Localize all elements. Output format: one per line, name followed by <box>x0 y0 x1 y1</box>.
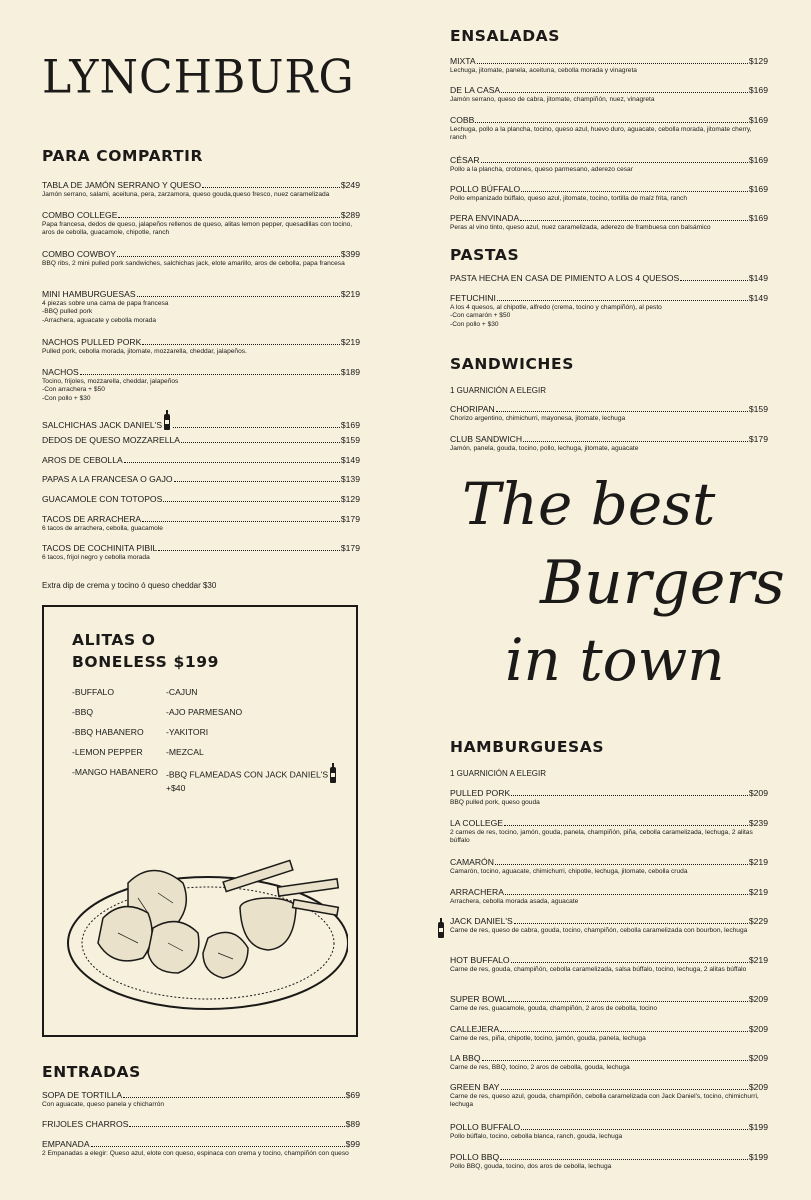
menu-item-price: $149 <box>748 293 768 303</box>
menu-item-name: COMBO COLLEGE <box>42 210 118 220</box>
wing-flavor-label: -CAJUN <box>166 687 198 697</box>
menu-item <box>42 249 360 268</box>
menu-item-price: $99 <box>345 1139 360 1149</box>
menu-item-description: BBQ pulled pork, queso gouda <box>450 799 540 806</box>
menu-item-name: CLUB SANDWICH <box>450 434 523 444</box>
menu-item-price: $229 <box>748 916 768 926</box>
menu-item-price: $209 <box>748 788 768 798</box>
dot-leader <box>520 219 748 221</box>
menu-item <box>450 1053 768 1072</box>
menu-item-price: $209 <box>748 1082 768 1092</box>
menu-item <box>450 85 768 104</box>
dot-leader <box>118 216 339 218</box>
menu-item-name: POLLO BBQ <box>450 1152 500 1162</box>
menu-item <box>450 916 768 935</box>
menu-item-price: $219 <box>340 337 360 347</box>
menu-item-name: CALLEJERA <box>450 1024 500 1034</box>
alitas-title-line1: ALITAS O <box>72 631 156 649</box>
wing-flavor-label: -YAKITORI <box>166 727 209 737</box>
alitas-title <box>72 629 219 673</box>
wing-flavor <box>166 767 356 793</box>
menu-item <box>42 210 360 238</box>
menu-item-name: JACK DANIEL'S <box>450 916 513 926</box>
menu-item-name: TABLA DE JAMÓN SERRANO Y QUESO <box>42 180 202 190</box>
dot-leader <box>680 279 748 281</box>
wing-flavor <box>72 687 114 697</box>
menu-item-name: LA BBQ <box>450 1053 481 1063</box>
alitas-box <box>42 605 358 1037</box>
menu-item-name: POLLO BUFFALO <box>450 1122 521 1132</box>
section-title-compartir: PARA COMPARTIR <box>42 147 204 165</box>
menu-item <box>450 56 768 75</box>
wing-flavor-label: -MEZCAL <box>166 747 204 757</box>
menu-item <box>450 788 768 807</box>
menu-item-price: $209 <box>748 1053 768 1063</box>
wing-flavor <box>166 707 242 717</box>
menu-item-name: PASTA HECHA EN CASA DE PIMIENTO A LOS 4 QUESOS <box>450 273 680 283</box>
menu-item <box>42 435 360 445</box>
menu-item <box>42 1090 360 1109</box>
menu-item-name: NACHOS <box>42 367 79 377</box>
menu-item-name: DE LA CASA <box>450 85 501 95</box>
menu-item <box>450 857 768 876</box>
menu-item <box>42 1119 360 1129</box>
menu-item-price: $159 <box>340 435 360 445</box>
menu-item <box>450 887 768 906</box>
menu-item-name: PAPAS A LA FRANCESA O GAJO <box>42 474 173 484</box>
dot-leader <box>508 1000 748 1002</box>
sandwiches-sub: 1 GUARNICIÓN A ELEGIR <box>450 386 547 395</box>
menu-item <box>42 1139 360 1158</box>
menu-item-description: Jamón serrano, queso de cabra, jitomate, champiñón, nuez, vinagreta <box>450 96 655 103</box>
menu-item <box>450 1152 768 1171</box>
menu-item-name: EMPANADA <box>42 1139 90 1149</box>
menu-item <box>450 994 768 1013</box>
menu-item-name: POLLO BÚFFALO <box>450 184 521 194</box>
dot-leader <box>501 91 748 93</box>
menu-item-name: PULLED PORK <box>450 788 511 798</box>
hamburguesas-sub: 1 GUARNICIÓN A ELEGIR <box>450 769 547 778</box>
section-title-sandwiches: SANDWICHES <box>450 355 574 373</box>
menu-item-description: Carne de res, queso de cabra, gouda, tocino, champiñón, cebolla caramelizada con bourbon, lechuga <box>450 927 748 934</box>
menu-item-price: $219 <box>748 955 768 965</box>
menu-item-description: 6 tacos, frijol negro y cebolla morada <box>42 554 150 561</box>
menu-item-name: MIXTA <box>450 56 476 66</box>
menu-item <box>450 1122 768 1141</box>
wing-flavor-extra-price: +$40 <box>166 783 186 793</box>
wing-flavor-label: -BBQ HABANERO <box>72 727 144 737</box>
menu-item-name: DEDOS DE QUESO MOZZARELLA <box>42 435 181 445</box>
menu-item-price: $149 <box>340 455 360 465</box>
menu-item-price: $169 <box>748 155 768 165</box>
section-title-hamburguesas: HAMBURGUESAS <box>450 738 605 756</box>
menu-item-name: AROS DE CEBOLLA <box>42 455 123 465</box>
menu-item-description: Lechuga, pollo a la plancha, tocino, queso azul, huevo duro, aguacate, cebolla morada, jitomate cherry, ranch <box>450 126 752 142</box>
dot-leader <box>521 1128 748 1130</box>
menu-item <box>450 1082 768 1110</box>
dot-leader <box>202 186 340 188</box>
dot-leader <box>129 1125 344 1127</box>
fry-2 <box>278 879 339 896</box>
dot-leader <box>117 255 340 257</box>
menu-item-price: $219 <box>340 289 360 299</box>
brand-logo: LYNCHBURG <box>42 50 355 105</box>
menu-item-price: $209 <box>748 1024 768 1034</box>
wing-2 <box>98 907 152 961</box>
menu-item-description: Pollo BBQ, gouda, tocino, dos aros de cebolla, lechuga <box>450 1163 612 1170</box>
wing-4 <box>203 932 248 978</box>
menu-item-description: Pollo búffalo, tocino, cebolla blanca, ranch, gouda, lechuga <box>450 1133 623 1140</box>
menu-item <box>450 184 768 203</box>
section-title-entradas: ENTRADAS <box>42 1063 141 1081</box>
menu-item <box>42 367 360 403</box>
dot-leader <box>163 500 340 502</box>
menu-item-name: HOT BUFFALO <box>450 955 510 965</box>
menu-item <box>450 818 768 846</box>
menu-item-price: $179 <box>340 514 360 524</box>
wing-flavor <box>72 707 93 717</box>
menu-item-price: $169 <box>748 115 768 125</box>
menu-item-name: COBB <box>450 115 475 125</box>
dot-leader <box>495 863 748 865</box>
menu-item <box>450 155 768 174</box>
fry-3 <box>293 900 339 916</box>
dot-leader <box>496 410 748 412</box>
jack-daniels-bottle-icon <box>330 767 336 783</box>
menu-item-name: ARRACHERA <box>450 887 504 897</box>
menu-item-name: CAMARÓN <box>450 857 494 867</box>
menu-item-price: $149 <box>748 273 768 283</box>
dot-leader <box>475 121 748 123</box>
dot-leader <box>123 1096 345 1098</box>
dot-leader <box>181 441 340 443</box>
menu-item-price: $199 <box>748 1122 768 1132</box>
menu-item-name: SOPA DE TORTILLA <box>42 1090 123 1100</box>
menu-item-description: A los 4 quesos, al chipotle, alfredo (crema, tocino y champiñón), al pesto -Con camarón + $50 -Con pollo + $30 <box>450 304 662 328</box>
menu-item-description: Peras al vino tinto, queso azul, nuez caramelizada, aderezo de frambuesa con balsámico <box>450 224 711 231</box>
wing-flavor-label: -BBQ <box>72 707 94 717</box>
script-line-1: The best <box>462 470 716 538</box>
menu-item-name: TACOS DE COCHINITA PIBIL <box>42 543 158 553</box>
menu-item-description: Jamón, panela, gouda, tocino, pollo, lechuga, jitomate, aguacate <box>450 445 639 452</box>
menu-item-description: 4 piezas sobre una cama de papa francesa -BBQ pulled pork -Arrachera, aguacate y cebolla morada <box>42 300 169 324</box>
menu-item-price: $129 <box>748 56 768 66</box>
dot-leader <box>511 961 748 963</box>
menu-item-name: COMBO COWBOY <box>42 249 117 259</box>
wing-flavor <box>72 747 143 757</box>
menu-item-price: $199 <box>748 1152 768 1162</box>
menu-item <box>42 514 360 533</box>
menu-item <box>42 414 360 430</box>
jack-daniels-bottle-icon <box>438 922 444 938</box>
script-line-3: in town <box>505 626 725 694</box>
menu-item-price: $289 <box>340 210 360 220</box>
dot-leader <box>505 893 748 895</box>
menu-item-price: $179 <box>340 543 360 553</box>
wing-3 <box>148 922 199 973</box>
menu-item-price: $249 <box>340 180 360 190</box>
dot-leader <box>497 299 748 301</box>
wing-flavor <box>72 767 158 777</box>
menu-item-description: Carne de res, queso azul, gouda, champiñón, cebolla caramelizada con Jack Daniel's, tocino, chimichurri, lechuga <box>450 1093 759 1109</box>
menu-item <box>450 955 768 974</box>
menu-item-description: Carne de res, BBQ, tocino, 2 aros de cebolla, gouda, lechuga <box>450 1064 630 1071</box>
dot-leader <box>142 520 340 522</box>
menu-item <box>42 180 360 199</box>
menu-item-description: Papa francesa, dedos de queso, jalapeños rellenos de queso, alitas lemon pepper, quesadillas con tocino, aros de cebolla, guacamole, chipotle, ranch <box>42 221 353 237</box>
dot-leader <box>504 824 748 826</box>
wings-plate-illustration <box>58 843 348 1023</box>
menu-item-description: 2 carnes de res, tocino, jamón, gouda, panela, champiñón, piña, cebolla caramelizada, lechuga, 2 alitas búffalo <box>450 829 753 845</box>
menu-item-price: $69 <box>345 1090 360 1100</box>
menu-item-name: CHORIPAN <box>450 404 495 414</box>
menu-item-description: 2 Empanadas a elegir: Queso azul, elote con queso, espinaca con crema y tocino, champiñón con queso <box>42 1150 349 1157</box>
menu-item-price: $219 <box>748 887 768 897</box>
menu-item-price: $89 <box>345 1119 360 1129</box>
dot-leader <box>523 440 748 442</box>
menu-item-name: NACHOS PULLED PORK <box>42 337 142 347</box>
menu-item-description: Pollo a la plancha, crotones, queso parmesano, aderezo cesar <box>450 166 633 173</box>
menu-item-price: $159 <box>748 404 768 414</box>
menu-item-price: $169 <box>748 184 768 194</box>
menu-item <box>450 273 768 283</box>
dot-leader <box>142 343 340 345</box>
menu-item-name: MINI HAMBURGUESAS <box>42 289 136 299</box>
menu-item <box>450 213 768 232</box>
dot-leader <box>501 1088 748 1090</box>
menu-item <box>450 115 768 143</box>
section-title-ensaladas: ENSALADAS <box>450 27 561 45</box>
menu-item <box>450 404 768 423</box>
jack-daniels-bottle-icon <box>164 414 170 430</box>
section-title-pastas: PASTAS <box>450 246 520 264</box>
menu-item <box>450 1024 768 1043</box>
menu-item-name: SUPER BOWL <box>450 994 508 1004</box>
alitas-title-line2: BONELESS $199 <box>72 653 219 671</box>
menu-item-name: GUACAMOLE CON TOTOPOS <box>42 494 163 504</box>
menu-item <box>42 543 360 562</box>
dot-leader <box>158 549 340 551</box>
dot-leader <box>80 373 340 375</box>
menu-item-name: SALCHICHAS JACK DANIEL'S <box>42 420 163 430</box>
menu-item <box>450 293 768 329</box>
compartir-note: Extra dip de crema y tocino ó queso cheddar $30 <box>42 581 217 590</box>
dot-leader <box>521 190 748 192</box>
menu-item-price: $399 <box>340 249 360 259</box>
wing-flavor-label: -BUFFALO <box>72 687 115 697</box>
dot-leader <box>481 161 748 163</box>
menu-item-price: $169 <box>748 213 768 223</box>
wing-flavor <box>72 727 144 737</box>
menu-item-name: PERA ENVINADA <box>450 213 520 223</box>
menu-item-description: Camarón, tocino, aguacate, chimichurri, chipotle, lechuga, jitomate, cebolla cruda <box>450 868 688 875</box>
wing-flavor <box>166 747 204 757</box>
dot-leader <box>137 295 340 297</box>
menu-item-name: LA COLLEGE <box>450 818 504 828</box>
dot-leader <box>173 426 340 428</box>
wing-flavor <box>166 687 198 697</box>
menu-item <box>42 289 360 325</box>
menu-item-description: Pulled pork, cebolla morada, jitomate, mozzarella, cheddar, jalapeños. <box>42 348 247 355</box>
dot-leader <box>174 480 340 482</box>
menu-item-name: CÉSAR <box>450 155 480 165</box>
menu-item <box>450 434 768 453</box>
menu-item-description: Chorizo argentino, chimichurri, mayonesa, jitomate, lechuga <box>450 415 626 422</box>
dot-leader <box>500 1030 748 1032</box>
dip-cup <box>240 908 296 950</box>
dot-leader <box>500 1158 748 1160</box>
menu-item-description: Carne de res, guacamole, gouda, champiñón, 2 aros de cebolla, tocino <box>450 1005 658 1012</box>
menu-item-description: BBQ ribs, 2 mini pulled pork sandwiches, salchichas jack, elote amarillo, aros de cebolla, papa francesa <box>42 260 345 267</box>
dot-leader <box>482 1059 748 1061</box>
dot-leader <box>514 922 748 924</box>
menu-item-description: Jamón serrano, salami, aceituna, pera, zarzamora, queso gouda,queso fresco, nuez caramelizada <box>42 191 330 198</box>
menu-item <box>42 337 360 356</box>
wing-flavor-label: -MANGO HABANERO <box>72 767 158 777</box>
dot-leader <box>124 461 340 463</box>
menu-item-description: Carne de res, gouda, champiñón, cebolla caramelizada, salsa búffalo, tocino, lechuga, 2 alitas búffalo <box>450 966 747 973</box>
menu-item-price: $209 <box>748 994 768 1004</box>
dot-leader <box>477 62 748 64</box>
script-line-2: Burgers <box>540 548 785 618</box>
menu-item-price: $219 <box>748 857 768 867</box>
menu-item-description: Tocino, frijoles, mozzarella, cheddar, jalapeños -Con arrachera + $50 -Con pollo + $30 <box>42 378 179 402</box>
menu-item-description: Con aguacate, queso panela y chicharrón <box>42 1101 165 1108</box>
wing-flavor-label: -LEMON PEPPER <box>72 747 143 757</box>
wing-flavor-label: -AJO PARMESANO <box>166 707 243 717</box>
menu-item <box>42 494 360 504</box>
wing-flavor <box>166 727 208 737</box>
menu-item <box>42 455 360 465</box>
menu-item <box>42 474 360 484</box>
wing-flavor-label: -BBQ FLAMEADAS CON JACK DANIEL'S <box>166 769 329 780</box>
menu-item-price: $129 <box>340 494 360 504</box>
menu-item-description: Arrachera, cebolla morada asada, aguacate <box>450 898 579 905</box>
menu-item-name: FETUCHINI <box>450 293 496 303</box>
menu-item-description: Pollo empanizado búffalo, queso azul, jitomate, tocino, tortilla de maíz frita, ranch <box>450 195 688 202</box>
menu-item-price: $239 <box>748 818 768 828</box>
menu-item-price: $169 <box>748 85 768 95</box>
menu-item-price: $169 <box>340 420 360 430</box>
dot-leader <box>91 1145 345 1147</box>
menu-item-name: TACOS DE ARRACHERA <box>42 514 142 524</box>
menu-item-price: $189 <box>340 367 360 377</box>
menu-item-name: FRIJOLES CHARROS <box>42 1119 129 1129</box>
menu-item-price: $179 <box>748 434 768 444</box>
dot-leader <box>511 794 748 796</box>
menu-item-price: $139 <box>340 474 360 484</box>
menu-item-description: Lechuga, jitomate, panela, aceituna, cebolla morada y vinagreta <box>450 67 637 74</box>
menu-item-name: GREEN BAY <box>450 1082 500 1092</box>
menu-item-description: Carne de res, piña, chipotle, tocino, jamón, gouda, panela, lechuga <box>450 1035 646 1042</box>
menu-item-description: 6 tacos de arrachera, cebolla, guacamole <box>42 525 163 532</box>
